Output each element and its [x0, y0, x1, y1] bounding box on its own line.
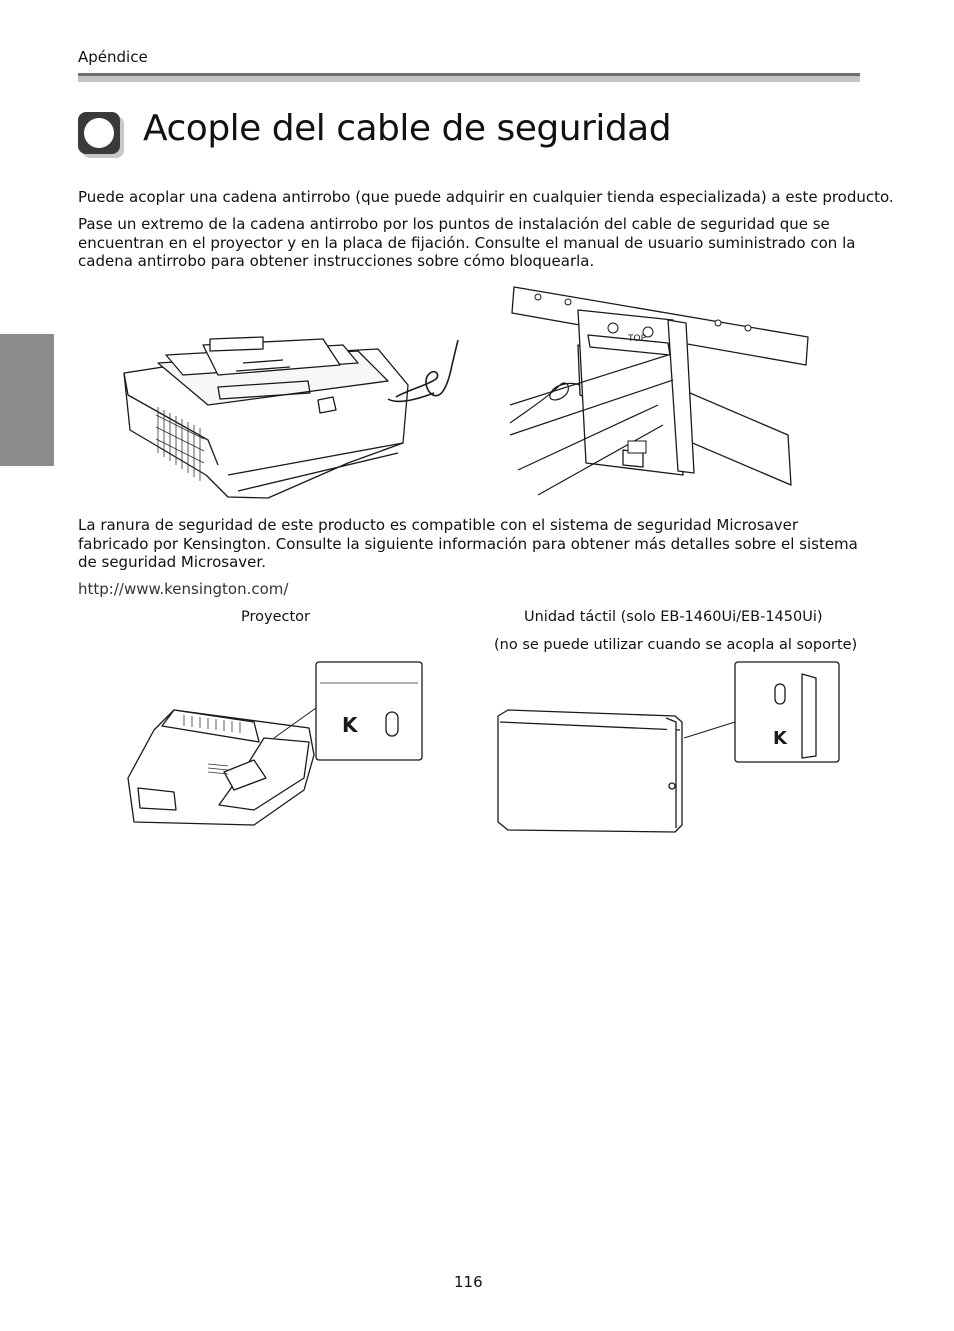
- bracket-top-label: TOP: [628, 334, 647, 344]
- mounting-plate-with-security-chain-illustration: [508, 285, 810, 497]
- section-bullet-icon: [78, 112, 124, 158]
- kensington-paragraph: La ranura de seguridad de este producto es compatible con el sistema de seguridad Microsaver fabricado por Kensington. Consulte la siguiente información para obtener más detalles sobre el sistema de seguridad Microsaver.: [78, 516, 858, 571]
- intro-paragraph: Puede acoplar una cadena antirrobo (que puede adquirir en cualquier tienda especializada) a este producto.: [78, 188, 894, 206]
- page-number: 116: [454, 1273, 483, 1291]
- projector-security-slot-illustration: [124, 660, 424, 840]
- page-title: Acople del cable de seguridad: [143, 108, 672, 149]
- section-label: Apéndice: [78, 48, 148, 66]
- projector-with-security-chain-illustration: [118, 335, 468, 503]
- kensington-url: http://www.kensington.com/: [78, 580, 289, 598]
- chapter-side-tab: [0, 334, 54, 466]
- header-rule-shadow: [78, 76, 860, 82]
- kensington-lock-icon-touch-unit: K: [773, 728, 787, 749]
- kensington-lock-icon: K: [342, 713, 358, 737]
- projector-caption: Proyector: [241, 609, 310, 625]
- touch-unit-security-slot-illustration: [490, 660, 842, 840]
- touch-unit-caption: Unidad táctil (solo EB-1460Ui/EB-1450Ui): [524, 609, 823, 625]
- instructions-paragraph: Pase un extremo de la cadena antirrobo por los puntos de instalación del cable de seguridad que se encuentran en el proyector y en la placa de fijación. Consulte el manual de usuario suministrado con la cadena antirrobo para obtener instrucciones sobre cómo bloquearla.: [78, 215, 856, 270]
- touch-unit-note: (no se puede utilizar cuando se acopla al soporte): [494, 637, 858, 653]
